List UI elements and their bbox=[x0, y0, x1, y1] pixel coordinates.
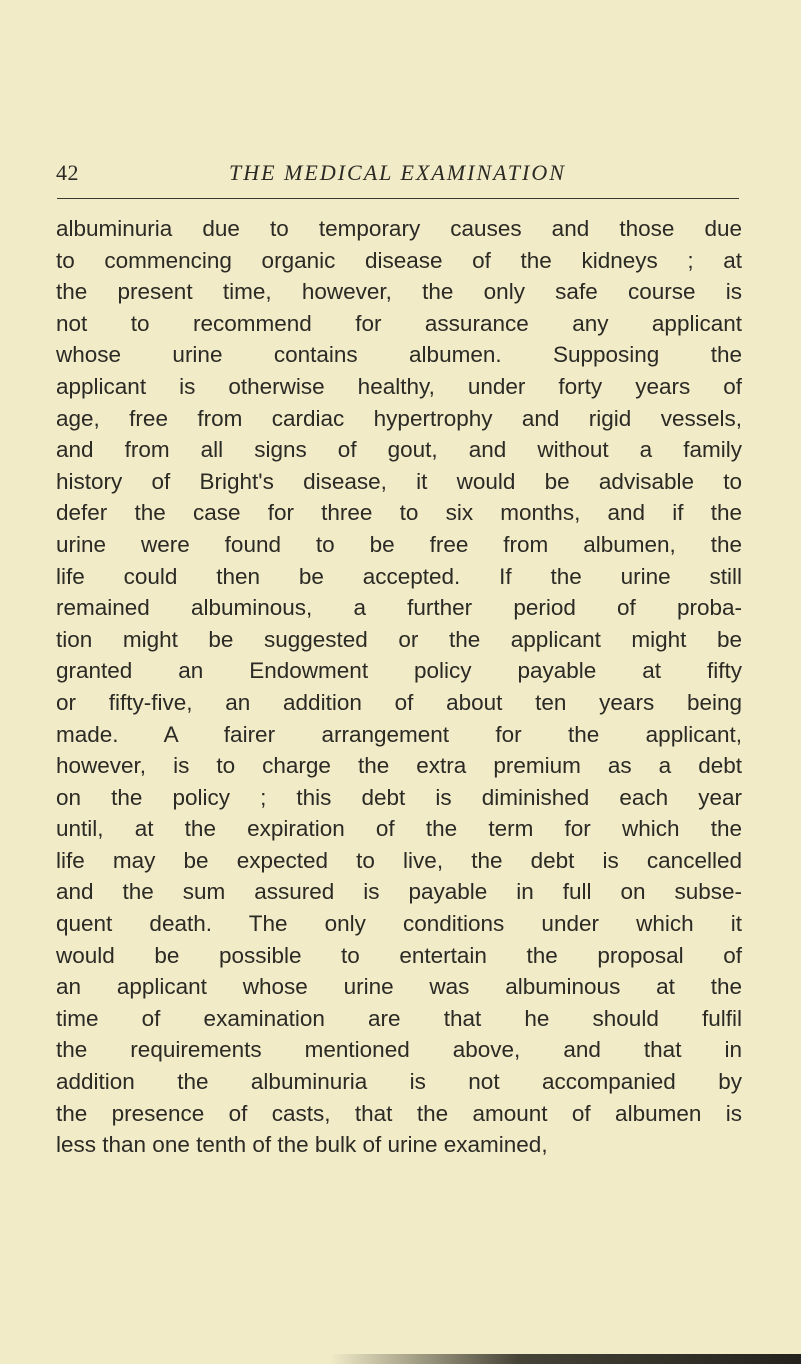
text-line: history of Bright's disease, it would be advisable to bbox=[56, 468, 742, 494]
page-header bbox=[56, 160, 736, 190]
text-line: less than one tenth of the bulk of urine examined, bbox=[56, 1132, 548, 1158]
text-line: remained albuminous, a further period of proba- bbox=[56, 595, 742, 621]
page-edge-shadow bbox=[330, 1354, 801, 1364]
text-line: life may be expected to live, the debt is cancelled bbox=[56, 847, 742, 873]
text-line: applicant is otherwise healthy, under forty years of bbox=[56, 373, 742, 399]
text-line: however, is to charge the extra premium as a debt bbox=[56, 753, 742, 779]
text-line: tion might be suggested or the applicant might be bbox=[56, 626, 742, 652]
text-line: and from all signs of gout, and without a family bbox=[56, 437, 742, 463]
text-line: granted an Endowment policy payable at fifty bbox=[56, 658, 742, 684]
text-line: to commencing organic disease of the kidneys ; at bbox=[56, 247, 742, 273]
page-number: 42 bbox=[56, 160, 79, 185]
text-line: whose urine contains albumen. Supposing the bbox=[56, 342, 742, 368]
text-line: and the sum assured is payable in full on subse- bbox=[56, 879, 742, 905]
text-line: urine were found to be free from albumen, the bbox=[56, 531, 742, 557]
text-line: life could then be accepted. If the urine still bbox=[56, 563, 742, 589]
text-line: albuminuria due to temporary causes and those due bbox=[56, 216, 742, 241]
text-line: addition the albuminuria is not accompanied by bbox=[56, 1069, 742, 1095]
body-text bbox=[56, 213, 742, 1161]
text-line: the present time, however, the only safe course is bbox=[56, 279, 742, 305]
text-line: or fifty-five, an addition of about ten years being bbox=[56, 689, 742, 715]
text-line: defer the case for three to six months, and if the bbox=[56, 500, 742, 526]
text-line: not to recommend for assurance any applicant bbox=[56, 310, 742, 336]
text-line: the presence of casts, that the amount of albumen is bbox=[56, 1100, 742, 1126]
header-rule bbox=[57, 198, 739, 199]
text-line: the requirements mentioned above, and that in bbox=[56, 1037, 742, 1063]
text-line: would be possible to entertain the proposal of bbox=[56, 942, 742, 968]
text-line: made. A fairer arrangement for the applicant, bbox=[56, 721, 742, 747]
text-line: on the policy ; this debt is diminished each year bbox=[56, 784, 742, 810]
running-head: THE MEDICAL EXAMINATION bbox=[229, 160, 566, 185]
text-line: an applicant whose urine was albuminous at the bbox=[56, 974, 742, 1000]
text-line: age, free from cardiac hypertrophy and rigid vessels, bbox=[56, 405, 742, 431]
text-line: time of examination are that he should fulfil bbox=[56, 1005, 742, 1031]
text-line: until, at the expiration of the term for which the bbox=[56, 816, 742, 842]
text-line: quent death. The only conditions under which it bbox=[56, 911, 742, 937]
